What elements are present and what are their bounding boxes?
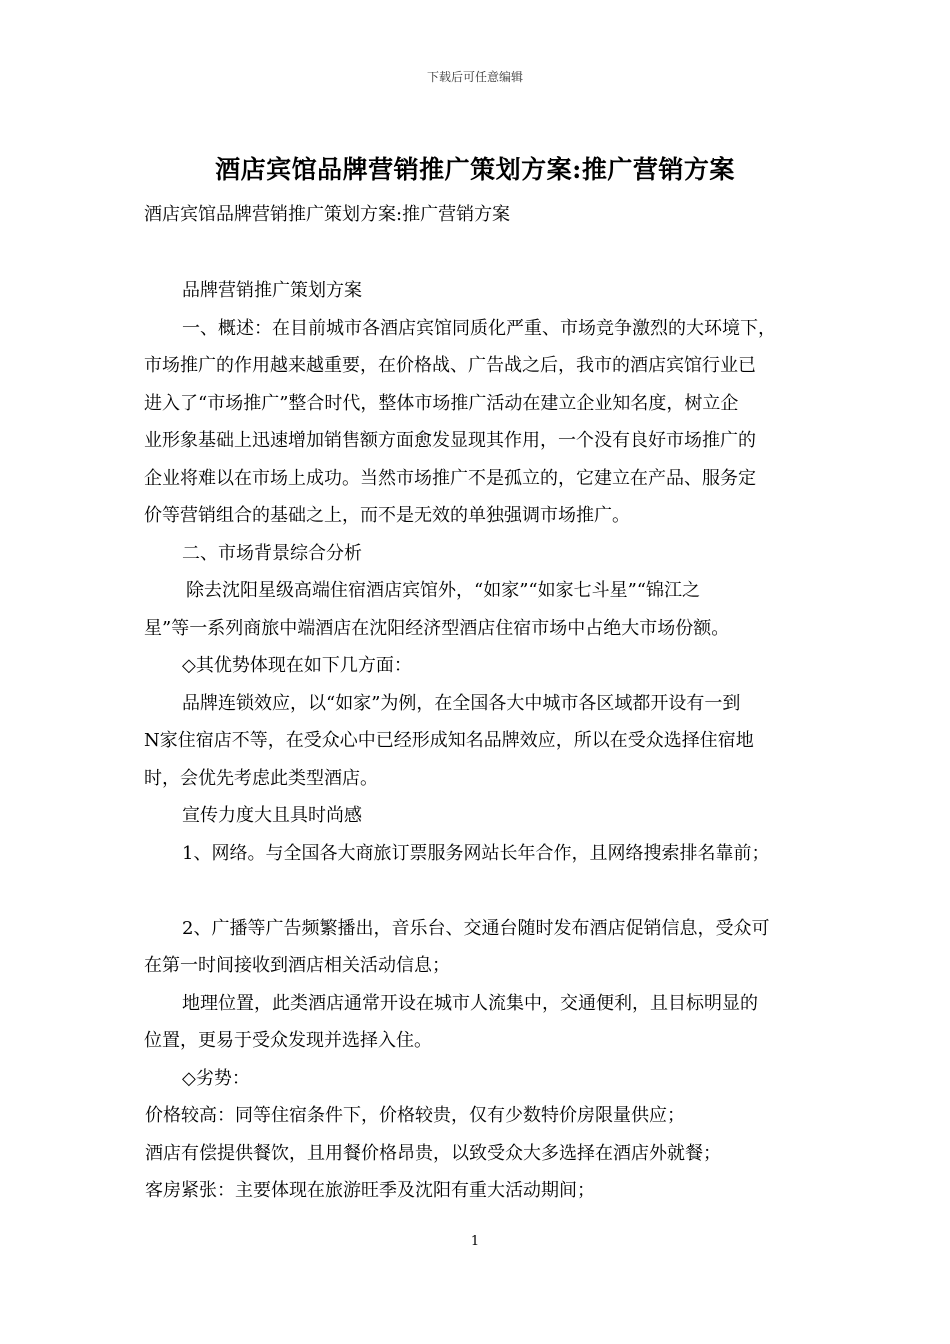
page-number: 1 bbox=[470, 1234, 480, 1249]
paragraph-line: 宣传力度大且具时尚感 bbox=[182, 805, 362, 826]
paragraph-line: 1、网络。与全国各大商旅订票服务网站长年合作，且网络搜索排名靠前； bbox=[182, 843, 770, 864]
paragraph-line: 除去沈阳星级高端住宿酒店宾馆外，“如家”“如家七斗星”“锦江之 bbox=[186, 580, 701, 601]
paragraph-line: 价等营销组合的基础之上，而不是无效的单独强调市场推广。 bbox=[144, 505, 630, 526]
paragraph-line: 业形象基础上迅速增加销售额方面愈发显现其作用，一个没有良好市场推广的 bbox=[144, 430, 756, 451]
section-heading: 二、市场背景综合分析 bbox=[182, 543, 362, 564]
list-heading: ◇其优势体现在如下几方面： bbox=[182, 655, 412, 676]
document-subtitle: 酒店宾馆品牌营销推广策划方案:推广营销方案 bbox=[144, 204, 511, 225]
paragraph-line: 进入了“市场推广”整合时代，整体市场推广活动在建立企业知名度，树立企 bbox=[144, 393, 739, 414]
paragraph-line: 市场推广的作用越来越重要，在价格战、广告战之后，我市的酒店宾馆行业已 bbox=[144, 355, 756, 376]
section-heading: 品牌营销推广策划方案 bbox=[182, 280, 362, 301]
document-title: 酒店宾馆品牌营销推广策划方案:推广营销方案 bbox=[215, 155, 735, 184]
paragraph-line: N家住宿店不等，在受众心中已经形成知名品牌效应，所以在受众选择住宿地 bbox=[144, 730, 754, 751]
paragraph-line: 2、广播等广告频繁播出，音乐台、交通台随时发布酒店促销信息，受众可 bbox=[182, 918, 770, 939]
paragraph-line: 时，会优先考虑此类型酒店。 bbox=[144, 768, 378, 789]
paragraph-line: 价格较高：同等住宿条件下，价格较贵，仅有少数特价房限量供应； bbox=[145, 1105, 685, 1126]
list-heading: ◇劣势： bbox=[182, 1068, 250, 1089]
paragraph-line: 星”等一系列商旅中端酒店在沈阳经济型酒店住宿市场中占绝大市场份额。 bbox=[144, 618, 730, 639]
header-note: 下载后可任意编辑 bbox=[426, 70, 523, 84]
paragraph-line: 品牌连锁效应，以“如家”为例，在全国各大中城市各区域都开设有一到 bbox=[182, 693, 741, 714]
paragraph-line: 位置，更易于受众发现并选择入住。 bbox=[144, 1030, 432, 1051]
paragraph-line: 地理位置，此类酒店通常开设在城市人流集中，交通便利，且目标明显的 bbox=[182, 993, 758, 1014]
paragraph-line: 企业将难以在市场上成功。当然市场推广不是孤立的，它建立在产品、服务定 bbox=[144, 468, 756, 489]
paragraph-line: 在第一时间接收到酒店相关活动信息； bbox=[144, 955, 450, 976]
paragraph-line: 客房紧张：主要体现在旅游旺季及沈阳有重大活动期间； bbox=[145, 1180, 595, 1201]
paragraph-line: 酒店有偿提供餐饮，且用餐价格昂贵，以致受众大多选择在酒店外就餐； bbox=[145, 1143, 721, 1164]
paragraph-line: 一、概述：在目前城市各酒店宾馆同质化严重、市场竞争激烈的大环境下， bbox=[182, 318, 776, 339]
